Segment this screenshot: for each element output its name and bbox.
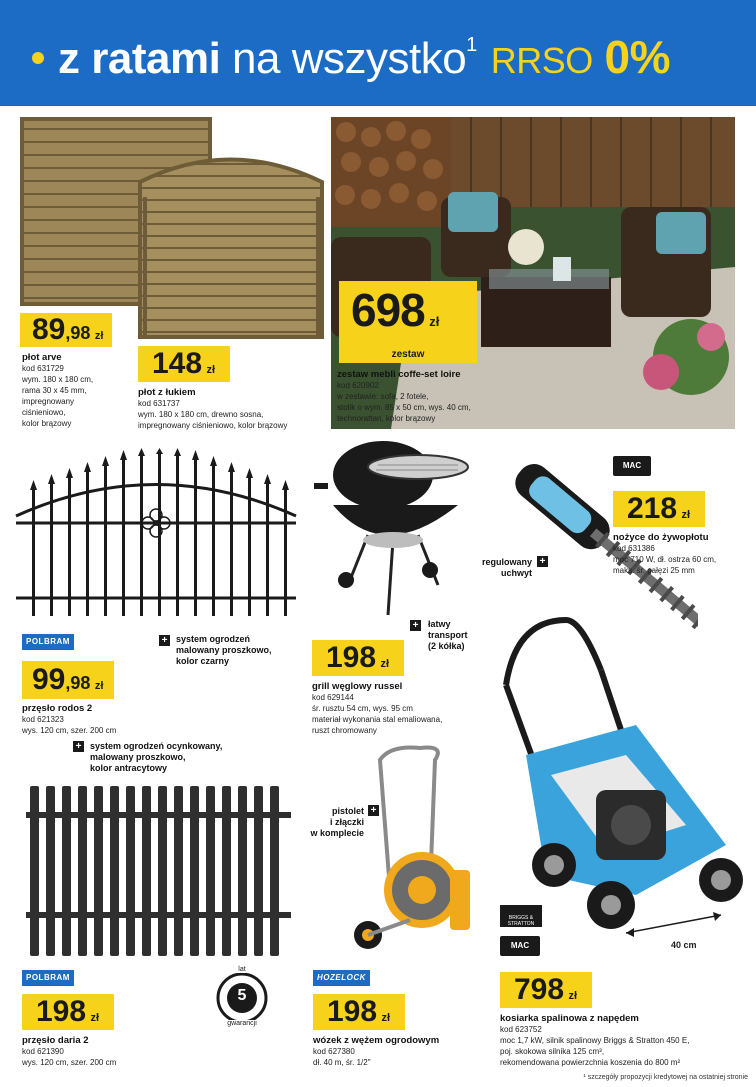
product-name: płot z łukiem <box>138 387 196 398</box>
warranty-bottom: gwarancji <box>218 1020 266 1027</box>
mac-logo: MAC <box>500 936 540 956</box>
product-name: zestaw mebli coffe-set loire <box>337 369 461 380</box>
feature-note: pistolet i złączki w komplecie <box>310 806 364 838</box>
briggs-stratton-logo: BRIGGS & STRATTON SILNIKI <box>500 905 542 927</box>
wooden-fence-image <box>20 117 325 342</box>
product-name: nożyce do żywopłotu <box>613 532 709 543</box>
feature-note: regulowany uchwyt <box>481 557 532 578</box>
hose-reel-image <box>350 740 490 970</box>
feature-note: system ogrodzeń malowany proszkowo, kolor czarny <box>176 634 272 666</box>
plus-icon: + <box>73 741 84 752</box>
plus-icon: + <box>159 635 170 646</box>
polbram-logo: POLBRAM <box>22 970 74 986</box>
price-tag-plot-arve: 89,98 zł <box>20 313 112 347</box>
price-tag-wozek: 198 zł <box>313 994 405 1030</box>
price-tag-daria: 198 zł <box>22 994 114 1030</box>
product-name: przęsło rodos 2 <box>22 703 93 714</box>
dimension-label: 40 cm <box>671 940 697 950</box>
polbram-logo: POLBRAM <box>22 634 74 650</box>
plus-icon: + <box>537 556 548 567</box>
price-tag-grill: 198 zł <box>312 640 404 676</box>
plus-icon: + <box>368 805 379 816</box>
product-name: płot arve <box>22 352 62 363</box>
price-unit-label: zestaw <box>339 346 477 363</box>
product-description: kod 627380 dł. 40 m, śr. 1/2" <box>313 1047 371 1067</box>
promo-banner <box>0 0 756 106</box>
product-description: kod 621323 wys. 120 cm, szer. 200 cm <box>22 715 117 735</box>
product-description: kod 621390 wys. 120 cm, szer. 200 cm <box>22 1047 117 1067</box>
warranty-top: lat <box>236 966 248 973</box>
feature-note: system ogrodzeń ocynkowany, malowany proszkowo, kolor antracytowy <box>90 741 223 773</box>
product-description: kod 620902 w zestawie: sofa, 2 fotele, stolik o wym. 85 x 50 cm, wys. 40 cm, technorattan, kolor brązowy <box>337 381 471 423</box>
product-name: kosiarka spalinowa z napędem <box>500 1013 639 1024</box>
plus-icon: + <box>410 620 421 631</box>
hozelock-logo: HOZELOCK <box>313 970 370 986</box>
warranty-number: 5 <box>237 987 247 1004</box>
product-description: kod 623752 moc 1,7 kW, silnik spalinowy Briggs & Stratton 450 E, poj. skokowa silnika 125 cm³, rekomendowana powierzchnia koszenia do 800 m² <box>500 1025 690 1067</box>
mac-logo: MAC <box>613 456 651 476</box>
metal-fence-anthracite-image <box>26 782 291 958</box>
product-description: kod 631729 wym. 180 x 180 cm, rama 30 x 45 mm, impregnowany ciśnieniowo, kolor brązowy <box>22 364 94 428</box>
metal-fence-image <box>14 448 298 618</box>
price-tag-zestaw: 698 zł <box>339 281 477 346</box>
lawn-mower-image <box>486 615 746 955</box>
product-name: przęsło daria 2 <box>22 1035 89 1046</box>
price-tag-plot-lukiem: 148 zł <box>138 346 230 382</box>
product-description: kod 629144 śr. rusztu 54 cm, wys. 95 cm materiał wykonania stal emaliowana, ruszt chromowany <box>312 693 443 735</box>
grill-image <box>308 435 478 635</box>
product-name: grill węglowy russel <box>312 681 403 692</box>
banner-title: z ratami na wszystko$^1$ RRSO 0% <box>58 31 671 83</box>
bullet-icon <box>32 52 44 64</box>
footnote: ¹ szczegóły propozycji kredytowej na ostatniej stronie <box>583 1074 748 1081</box>
product-name: wózek z wężem ogrodowym <box>313 1035 440 1046</box>
price-tag-rodos: 99,98 zł <box>22 661 114 699</box>
product-description: kod 631386 moc 710 W, dł. ostrza 60 cm, maks. śr. gałęzi 25 mm <box>613 544 717 575</box>
price-tag-kosiarka: 798 zł <box>500 972 592 1008</box>
product-description: kod 631737 wym. 180 x 180 cm, drewno sosna, impregnowany ciśnieniowo, kolor brązowy <box>138 399 288 430</box>
price-tag-nozyce: 218 zł <box>613 491 705 527</box>
feature-note: łatwy transport (2 kółka) <box>428 619 468 651</box>
